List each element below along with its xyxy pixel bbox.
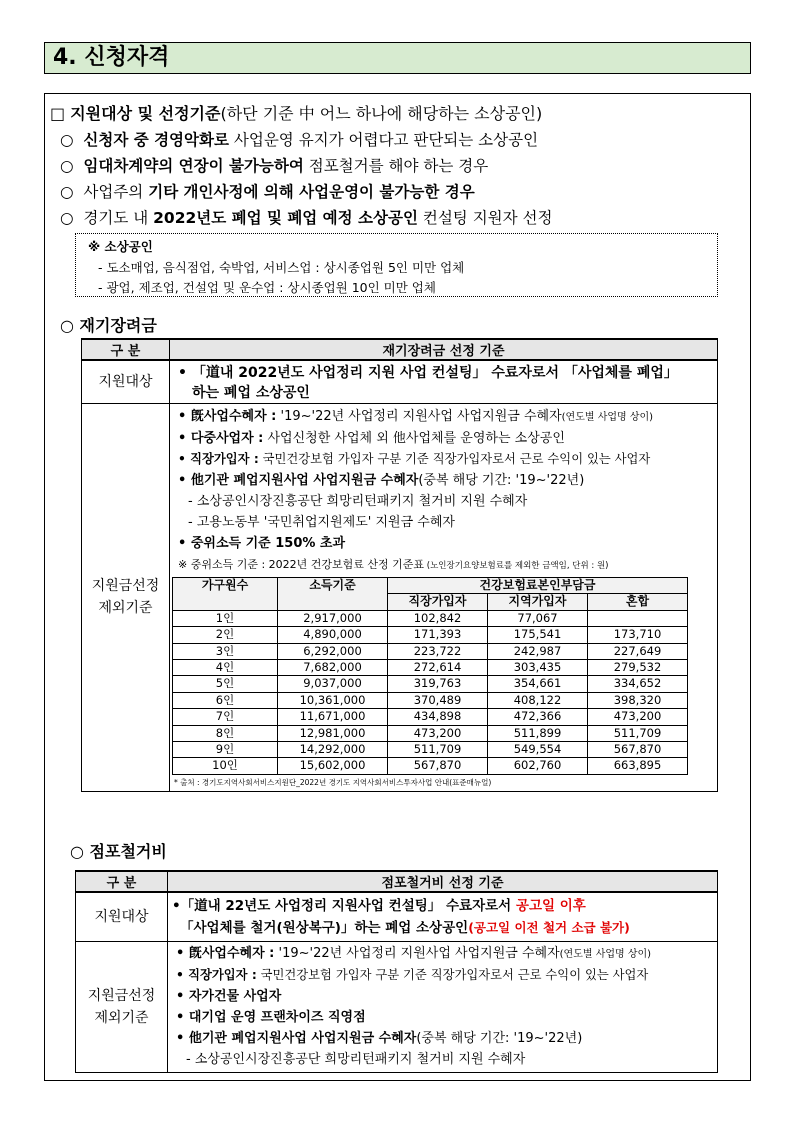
target-line: • 「道내 2022년도 사업정리 지원 사업 컨설팅」 수료자로서 「사업체를 폐업」 bbox=[178, 365, 678, 381]
employee-cell: 473,200 bbox=[388, 725, 488, 741]
exclusion-subitem: - 소상공인시장진흥공단 희망리턴패키지 철거비 지원 수혜자 bbox=[186, 1052, 526, 1067]
income-note bbox=[170, 554, 717, 577]
target-line bbox=[172, 896, 717, 917]
employee-cell: 511,709 bbox=[388, 741, 488, 757]
note-box bbox=[75, 233, 718, 297]
regional-cell: 549,554 bbox=[488, 741, 588, 757]
target-line: 하는 폐업 소상공인 bbox=[192, 385, 310, 401]
circle-bullet-icon: ○ bbox=[60, 183, 74, 201]
header-criteria: 재기장려금 선정 기준 bbox=[170, 339, 718, 360]
income-table-row bbox=[173, 758, 688, 774]
exclusion-item bbox=[170, 449, 717, 470]
income-cell: 11,671,000 bbox=[278, 709, 388, 725]
criteria-item-bold: 기타 개인사정에 의해 사업운영이 불가능한 경우 bbox=[148, 183, 475, 201]
row-label-line: 제외기준 bbox=[94, 1010, 149, 1026]
exclusion-bold: • 다중사업자 : bbox=[178, 431, 264, 446]
exclusion-item bbox=[170, 428, 717, 449]
exclusion-note: (연도별 사업명 상이) bbox=[559, 949, 652, 960]
checkbox-icon: □ bbox=[50, 104, 66, 123]
income-table-header bbox=[173, 578, 688, 594]
col-regional: 지역가입자 bbox=[488, 594, 588, 610]
circle-bullet-icon: ○ bbox=[60, 209, 74, 227]
circle-bullet-icon: ○ bbox=[60, 157, 74, 175]
income-cell: 4,890,000 bbox=[278, 627, 388, 643]
employee-cell: 223,722 bbox=[388, 643, 488, 659]
table-header bbox=[76, 871, 718, 892]
exclusion-bold: • 직장가입자 : bbox=[178, 452, 259, 466]
table-row bbox=[82, 404, 718, 792]
header-division: 구 분 bbox=[76, 871, 168, 892]
exclusion-item bbox=[168, 1007, 717, 1028]
income-cell: 14,292,000 bbox=[278, 741, 388, 757]
employee-cell: 319,763 bbox=[388, 676, 488, 692]
target-line bbox=[172, 917, 717, 939]
regional-cell: 408,122 bbox=[488, 692, 588, 708]
employee-cell: 370,489 bbox=[388, 692, 488, 708]
exclusion-bold: • 旣사업수혜자 : bbox=[178, 409, 277, 424]
income-cell: 9,037,000 bbox=[278, 676, 388, 692]
mixed-cell: 279,532 bbox=[588, 659, 688, 675]
income-cell: 12,981,000 bbox=[278, 725, 388, 741]
income-table-row bbox=[173, 725, 688, 741]
criteria-item bbox=[60, 128, 538, 150]
criteria-item bbox=[60, 206, 553, 228]
income-note-text: ※ 중위소득 기준 : 2022년 건강보험료 산정 기준표 bbox=[178, 558, 425, 571]
household-cell: 4인 bbox=[173, 659, 278, 675]
criteria-item-bold: 신청자 중 경영악화로 bbox=[83, 131, 229, 149]
reemployment-section-title: ○ 재기장려금 bbox=[60, 316, 157, 335]
income-table-row bbox=[173, 676, 688, 692]
col-employee: 직장가입자 bbox=[388, 594, 488, 610]
demolition-table bbox=[75, 870, 718, 1073]
exclusion-item bbox=[170, 533, 717, 554]
exclusion-note: (연도별 사업명 상이) bbox=[561, 412, 654, 423]
household-cell: 6인 bbox=[173, 692, 278, 708]
income-cell: 10,361,000 bbox=[278, 692, 388, 708]
row-label: 지원대상 bbox=[82, 360, 170, 404]
exclusion-item bbox=[170, 406, 717, 428]
exclusion-bold: • 他기관 폐업지원사업 사업지원금 수혜자 bbox=[176, 1031, 417, 1046]
row-label bbox=[76, 942, 168, 1073]
regional-cell: 303,435 bbox=[488, 659, 588, 675]
mixed-cell: 173,710 bbox=[588, 627, 688, 643]
note-line: - 광업, 제조업, 건설업 및 운수업 : 상시종업원 10인 미만 업체 bbox=[98, 280, 436, 295]
exclusion-bold: • 직장가입자 : bbox=[176, 968, 257, 982]
criteria-title-bold: 지원대상 및 선정기준 bbox=[70, 104, 221, 123]
exclusion-text: '19~'22년 사업정리 지원사업 사업지원금 수혜자 bbox=[274, 946, 560, 961]
criteria-title bbox=[50, 101, 542, 124]
mixed-cell bbox=[588, 610, 688, 626]
income-cell: 6,292,000 bbox=[278, 643, 388, 659]
row-label bbox=[82, 404, 170, 792]
mixed-cell: 398,320 bbox=[588, 692, 688, 708]
reemployment-table bbox=[81, 338, 718, 792]
regional-cell: 354,661 bbox=[488, 676, 588, 692]
table-row bbox=[82, 360, 718, 404]
col-mixed: 혼합 bbox=[588, 594, 688, 610]
household-cell: 8인 bbox=[173, 725, 278, 741]
exclusion-subitem: - 고용노동부 '국민취업지원제도' 지원금 수혜자 bbox=[188, 515, 455, 530]
household-cell: 2인 bbox=[173, 627, 278, 643]
exclusion-text: (중복 해당 기간: '19~'22년) bbox=[416, 1031, 583, 1046]
income-table-body bbox=[173, 610, 688, 774]
exclusion-bold: • 중위소득 기준 150% 초과 bbox=[178, 536, 346, 551]
household-cell: 3인 bbox=[173, 643, 278, 659]
mixed-cell: 567,870 bbox=[588, 741, 688, 757]
demolition-section-title: ○ 점포철거비 bbox=[70, 842, 167, 861]
criteria-item bbox=[60, 154, 488, 176]
exclusion-subitem: - 소상공인시장진흥공단 희망리턴패키지 철거비 지원 수혜자 bbox=[188, 494, 528, 509]
mixed-cell: 227,649 bbox=[588, 643, 688, 659]
circle-bullet-icon: ○ bbox=[60, 131, 74, 149]
household-cell: 1인 bbox=[173, 610, 278, 626]
exclusion-item bbox=[168, 986, 717, 1007]
employee-cell: 567,870 bbox=[388, 758, 488, 774]
exclusion-item bbox=[168, 1028, 717, 1049]
income-table-row bbox=[173, 610, 688, 626]
source-note: * 출처 : 경기도지역사회서비스지원단_2022년 경기도 지역사회서비스투자사업 안내(표준매뉴얼) bbox=[174, 777, 492, 787]
note-title: ※ 소상공인 bbox=[88, 239, 153, 254]
row-label: 지원대상 bbox=[76, 892, 168, 942]
exclusion-bold: • 旣사업수혜자 : bbox=[176, 946, 275, 961]
table-row bbox=[76, 942, 718, 1073]
employee-cell: 272,614 bbox=[388, 659, 488, 675]
criteria-item-text: 경기도 내 bbox=[83, 209, 154, 227]
regional-cell: 175,541 bbox=[488, 627, 588, 643]
mixed-cell: 334,652 bbox=[588, 676, 688, 692]
criteria-title-rest: (하단 기준 中 어느 하나에 해당하는 소상공인) bbox=[220, 104, 543, 123]
row-label-line: 지원금선정 bbox=[87, 988, 156, 1004]
employee-cell: 171,393 bbox=[388, 627, 488, 643]
exclusion-bold: • 대기업 운영 프랜차이즈 직영점 bbox=[176, 1010, 366, 1025]
criteria-item-text: 점포철거를 해야 하는 경우 bbox=[303, 157, 489, 175]
exclusion-text: 국민건강보험 가입자 구분 기준 직장가입자로서 근로 수익이 있는 사업자 bbox=[258, 452, 651, 466]
exclusion-bold: • 자가건물 사업자 bbox=[176, 989, 282, 1004]
household-cell: 7인 bbox=[173, 709, 278, 725]
criteria-item-text: 사업운영 유지가 어렵다고 판단되는 소상공인 bbox=[228, 131, 539, 149]
criteria-item-text: 사업주의 bbox=[83, 183, 149, 201]
exclusion-bold: • 他기관 폐업지원사업 사업지원금 수혜자 bbox=[178, 473, 419, 488]
exclusion-item bbox=[168, 965, 717, 986]
employee-cell: 434,898 bbox=[388, 709, 488, 725]
income-table-row bbox=[173, 709, 688, 725]
regional-cell: 602,760 bbox=[488, 758, 588, 774]
exclusion-text: (중복 해당 기간: '19~'22년) bbox=[418, 473, 585, 488]
exclusion-text: '19~'22년 사업정리 지원사업 사업지원금 수혜자 bbox=[276, 409, 562, 424]
employee-cell: 102,842 bbox=[388, 610, 488, 626]
mixed-cell: 511,709 bbox=[588, 725, 688, 741]
col-household: 가구원수 bbox=[173, 578, 278, 611]
target-text: •「道내 22년도 사업정리 지원사업 컨설팅」 수료자로서 bbox=[172, 898, 516, 914]
income-table-row bbox=[173, 692, 688, 708]
col-income: 소득기준 bbox=[278, 578, 388, 611]
criteria-item-text: 컨설팅 지원자 선정 bbox=[417, 209, 553, 227]
income-table-row bbox=[173, 659, 688, 675]
household-cell: 5인 bbox=[173, 676, 278, 692]
exclusion-cell bbox=[170, 404, 718, 792]
target-cell bbox=[168, 892, 718, 942]
household-cell: 9인 bbox=[173, 741, 278, 757]
criteria-item bbox=[60, 180, 475, 202]
household-cell: 10인 bbox=[173, 758, 278, 774]
row-label-line: 지원금선정 bbox=[91, 578, 160, 595]
target-text: 「사업체를 철거(원상복구)」하는 폐업 소상공인 bbox=[180, 920, 469, 936]
mixed-cell: 663,895 bbox=[588, 758, 688, 774]
regional-cell: 77,067 bbox=[488, 610, 588, 626]
mixed-cell: 473,200 bbox=[588, 709, 688, 725]
target-red-text: 공고일 이후 bbox=[515, 898, 586, 914]
exclusion-item bbox=[170, 470, 717, 491]
row-label-line: 제외기준 bbox=[98, 600, 153, 617]
exclusion-item bbox=[168, 943, 717, 965]
table-header bbox=[82, 339, 718, 360]
regional-cell: 242,987 bbox=[488, 643, 588, 659]
income-table-row bbox=[173, 627, 688, 643]
target-red-text: (공고일 이전 철거 소급 불가) bbox=[468, 920, 630, 935]
income-cell: 7,682,000 bbox=[278, 659, 388, 675]
header-criteria: 점포철거비 선정 기준 bbox=[168, 871, 718, 892]
criteria-item-bold: 2022년도 폐업 및 폐업 예정 소상공인 bbox=[153, 209, 418, 227]
income-table-row bbox=[173, 643, 688, 659]
income-table-row bbox=[173, 741, 688, 757]
income-cell: 15,602,000 bbox=[278, 758, 388, 774]
exclusion-text: 국민건강보험 가입자 구분 기준 직장가입자로서 근로 수익이 있는 사업자 bbox=[256, 968, 649, 982]
exclusion-cell bbox=[168, 942, 718, 1073]
target-cell bbox=[170, 360, 718, 404]
table-row bbox=[76, 892, 718, 942]
header-division: 구 분 bbox=[82, 339, 170, 360]
regional-cell: 511,899 bbox=[488, 725, 588, 741]
income-note-small: (노인장기요양보험료를 제외한 금액임, 단위 : 원) bbox=[424, 561, 609, 571]
col-premium: 건강보험료본인부담금 bbox=[388, 578, 688, 594]
note-line: - 도소매업, 음식점업, 숙박업, 서비스업 : 상시종업원 5인 미만 업체 bbox=[98, 260, 465, 275]
income-table bbox=[172, 577, 688, 775]
section-heading: 4. 신청자격 bbox=[44, 42, 751, 74]
income-cell: 2,917,000 bbox=[278, 610, 388, 626]
exclusion-text: 사업신청한 사업체 외 他사업체를 운영하는 소상공인 bbox=[263, 431, 565, 446]
criteria-item-bold: 임대차계약의 연장이 불가능하여 bbox=[83, 157, 304, 175]
regional-cell: 472,366 bbox=[488, 709, 588, 725]
